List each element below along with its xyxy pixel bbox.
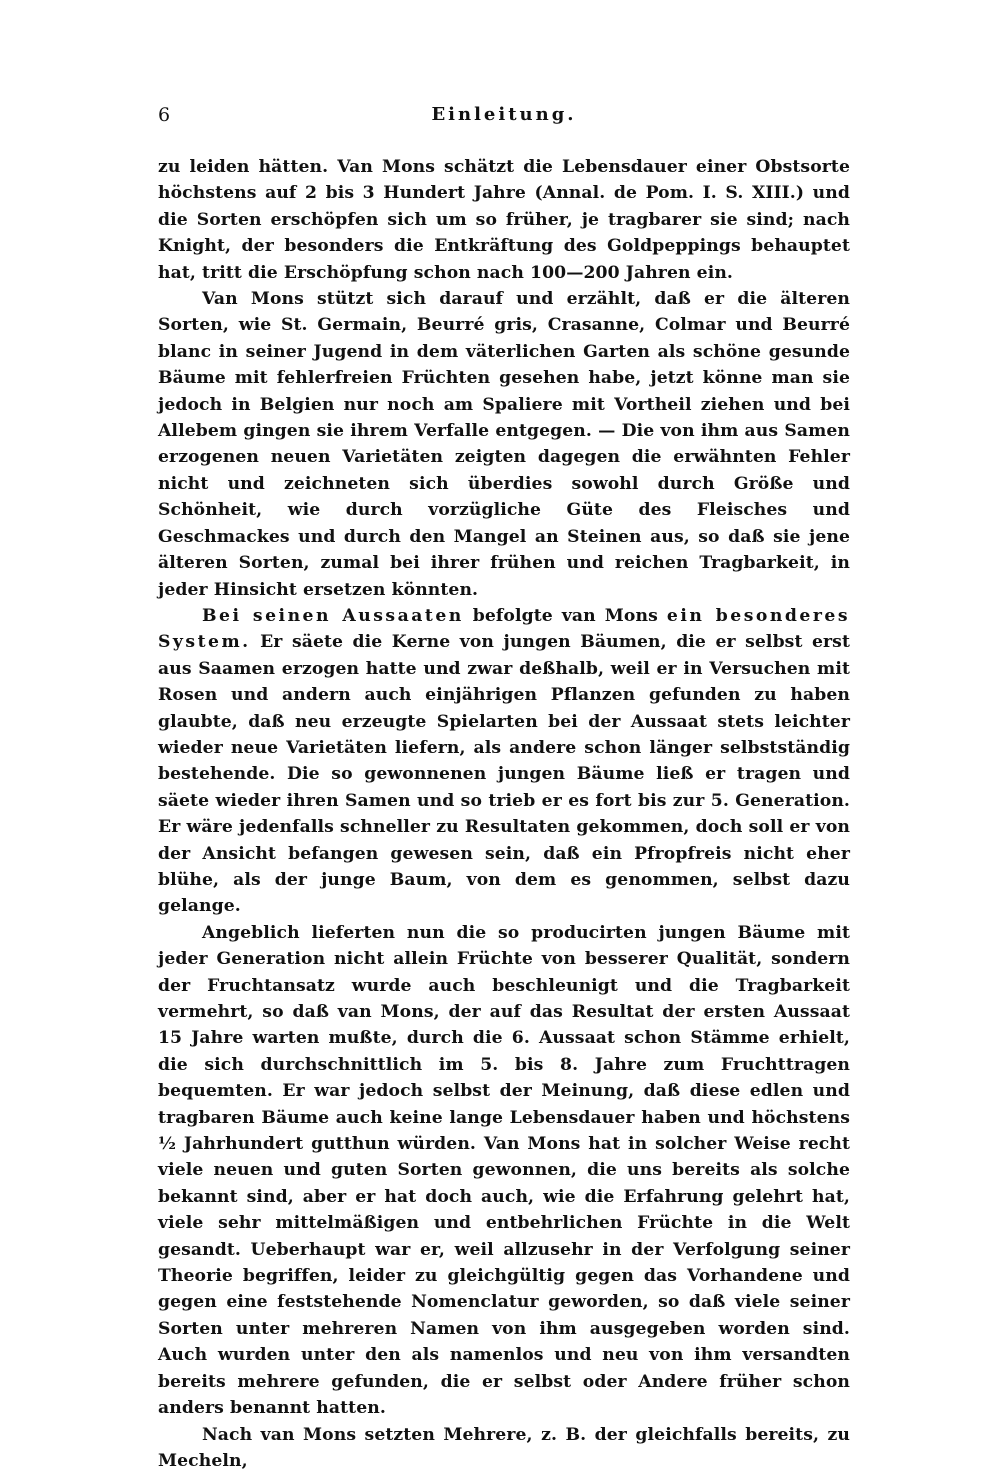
body-text [158, 154, 850, 1474]
page-header [158, 104, 850, 134]
paragraph-5: Nach van Mons setzten Mehrere, z. B. der gleichfalls bereits, zu Mecheln, [158, 1422, 850, 1474]
paragraph-3-rest: Er säete die Kerne von jungen Bäumen, die er selbst erst aus Saamen erzogen hatte und zwar deßhalb, weil er in Versuchen mit Rosen und andern auch einjährigen Pflanzen gefunden zu haben glaubte, daß neu erzeugte Spielarten bei der Aussaat stets leichter wieder neue Varietäten liefern, als andere schon länger selbstständig bestehende. Die so gewonnenen jungen Bäume ließ er tragen und säete wieder ihren Samen und so trieb er es fort bis zur 5. Generation. Er wäre jedenfalls schneller zu Resultaten gekommen, doch soll er von der Ansicht befangen gewesen sein, daß ein Pfropfreis nicht eher blühe, als der junge Baum, von dem es genommen, selbst dazu gelange. [158, 632, 850, 916]
spaced-emphasis-text: ein besonderes System. [158, 606, 850, 652]
spaced-lead-text: Bei seinen Aussaaten [202, 606, 464, 626]
paragraph-4: Angeblich lieferten nun die so producirten jungen Bäume mit jeder Generation nicht allein Früchte von besserer Qualität, sondern der Fruchtansatz wurde auch beschleunigt und die Tragbarkeit vermehrt, so daß van Mons, der auf das Resultat der ersten Aussaat 15 Jahre warten mußte, durch die 6. Aussaat schon Stämme erhielt, die sich durchschnittlich im 5. bis 8. Jahre zum Fruchttragen bequemten. Er war jedoch selbst der Meinung, daß diese edlen und tragbaren Bäume auch keine lange Lebensdauer haben und höchstens ½ Jahrhundert gutthun würden. Van Mons hat in solcher Weise recht viele neuen und guten Sorten gewonnen, die uns bereits als solche bekannt sind, aber er hat doch auch, wie die Erfahrung gelehrt hat, viele sehr mittelmäßigen und entbehrlichen Früchte in die Welt gesandt. Ueberhaupt war er, weil allzusehr in der Verfolgung seiner Theorie begriffen, leider zu gleichgültig gegen das Vorhandene und gegen eine feststehende Nomenclatur geworden, so daß viele seiner Sorten unter mehreren Namen von ihm ausgegeben worden sind. Auch wurden unter den als namenlos und neu von ihm versandten bereits mehrere gefunden, die er selbst oder Andere früher schon anders benannt hatten. [158, 920, 850, 1422]
paragraph-3 [158, 603, 850, 920]
paragraph-1: zu leiden hätten. Van Mons schätzt die Lebensdauer einer Obstsorte höchstens auf 2 bis 3 Hundert Jahre (Annal. de Pom. I. S. XIII.) und die Sorten erschöpfen sich um so früher, je tragbarer sie sind; nach Knight, der besonders die Entkräftung des Goldpeppings behauptet hat, tritt die Erschöpfung schon nach 100—200 Jahren ein. [158, 154, 850, 286]
page-number: 6 [158, 104, 170, 126]
paragraph-2: Van Mons stützt sich darauf und erzählt, daß er die älteren Sorten, wie St. Germain, Beurré gris, Crasanne, Colmar und Beurré blanc in seiner Jugend in dem väterlichen Garten als schöne gesunde Bäume mit fehlerfreien Früchten gesehen habe, jetzt könne man sie jedoch in Belgien nur noch am Spaliere mit Vortheil ziehen und bei Allebem gingen sie ihrem Verfalle entgegen. — Die von ihm aus Samen erzogenen neuen Varietäten zeigten dagegen die erwähnten Fehler nicht und zeichneten sich überdies sowohl durch Größe und Schönheit, wie durch vorzügliche Güte des Fleisches und Geschmackes und durch den Mangel an Steinen aus, so daß sie jene älteren Sorten, zumal bei ihrer frühen und reichen Tragbarkeit, in jeder Hinsicht ersetzen könnten. [158, 286, 850, 603]
running-title: Einleitung. [158, 104, 850, 125]
paragraph-3-mid: befolgte van Mons [464, 606, 667, 626]
